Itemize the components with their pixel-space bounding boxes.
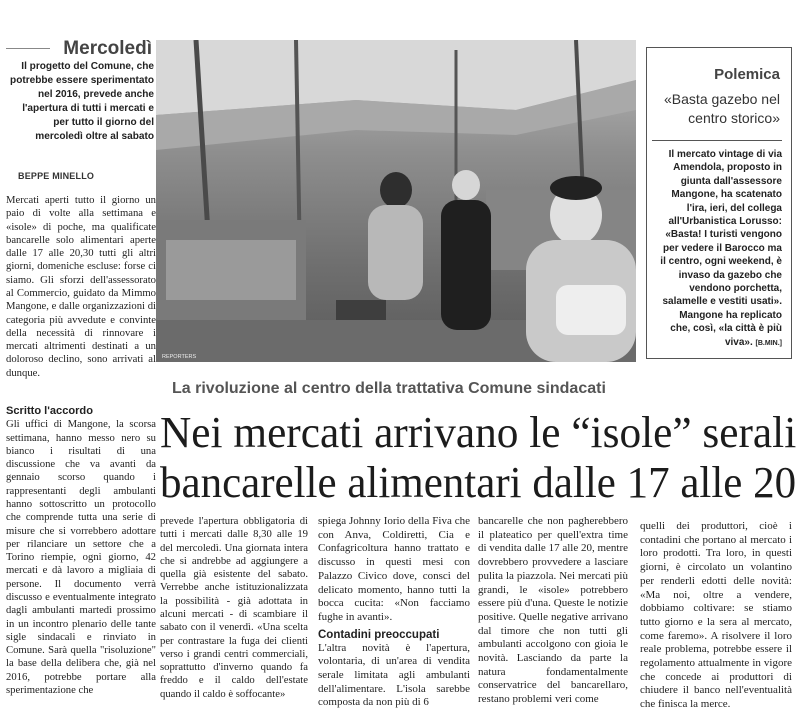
- market-photo: [156, 40, 636, 362]
- article-column-3: [318, 515, 470, 710]
- polemica-rule: [652, 140, 782, 141]
- article-intro: Mercati aperti tutto il giorno un paio di volte alla settimana e «isole» di poche, ma qualificate bancarelle solo alimentari aperte dalle 17 alle 20,30 tutti gli altri giorni, domeniche escluse: forse ci siamo. Gli sforzi dell'assessorato al Commercio, guidato da Mimmo Mangone, e dalle organizzazioni di categoria più avvedute e convinte della necessità di rinnovare i mercati altrimenti destinati a un doloroso declino, sono arrivati al dunque.: [6, 194, 156, 379]
- article-column-5: quelli dei produttori, cioè i contadini che portano al mercato i loro prodotti. Tra loro, in questi giorni, è circolato un volantino per renderli edotti delle novità: «Ma noi, oltre a vendere, dobbiamo coltivare: se stiamo tutto giorno e la sera al mercato, come faremo». A risolvere il loro reale problema, potrebbe essere il regolamento attualmente in vigore che concede ai produttori di chiudere il banco nell'eventualità che finisca la merce.: [640, 520, 792, 711]
- article-column-1: [6, 405, 156, 697]
- article-column-3-top: spiega Johnny Iorio della Fiva che con Anva, Coldiretti, Cia e Confagricoltura hanno trattato e discusso in questi mesi con Palazzo Civico dove, consci del delicato momento, hanno tutti la bocca cucita: «Non facciamo fughe in avanti».: [318, 515, 470, 623]
- kicker-rule: [6, 48, 50, 49]
- headline-subtitle: La rivoluzione al centro della trattativa Comune sindacati: [172, 380, 606, 397]
- byline: BEPPE MINELLO: [18, 171, 95, 181]
- polemica-body: [658, 148, 782, 350]
- article-column-2: prevede l'apertura obbligatoria di tutti i mercati dalle 8,30 alle 19 del mercoledì. Una giornata intera che si andrebbe ad aggiungere a quella già esistente del sabato. Verrebbe anche istituzionalizzata la possibilità - già adottata in alcuni mercati - di scambiare il sabato con il venerdì. «Una scelta per contrastare la fuga dei clienti verso i grandi centri commerciali, soprattutto d'inverno quando fa freddo e il caldo dell'estate quando il caldo è soffocante»: [160, 515, 308, 700]
- kicker-title: Mercoledì: [63, 38, 152, 59]
- section-text-accordo: Gli uffici di Mangone, la scorsa settimana, hanno messo nero su bianco i risultati di una discussione che va avanti da gennaio scorso quando i rappresentanti degli ambulanti hanno sottoscritto un protocollo che comprende tutta una serie di misure che si vorrebbero adottare per rilanciare un settore che a Torino riempie, ogni giorno, 42 mercati e dà lavoro a migliaia di persone. Il documento verrà discusso e eventualmente integrato dagli ambulanti martedì prossimo in un incontro plenario delle tante sigle sindacali e rinviato in Comune. Sarà quella "risoluzione" la base della delibera che, già nel 2016, potrebbe portare alla sperimentazione che: [6, 418, 156, 696]
- article-column-4: bancarelle che non pagherebbero il plateatico per quell'extra time di vendita dalle 17 alle 20, mentre dovrebbero provvedere a lasciare pulita la piazzola. Nei mercati più grandi, le «isole» potrebbero essere più d'una. Queste le notizie positive. Quelle negative arrivano dal timore che non tutti gli ambulanti accolgono con gioia le novità. Lasciando da parte la natura fondamentalmente conservatrice del bancarellaro, restano problemi veri come: [478, 515, 628, 706]
- headline-line-2: bancarelle alimentari dalle 17 alle 20: [160, 458, 797, 507]
- section-heading-contadini: Contadini preoccupati: [318, 628, 440, 641]
- lead-paragraph: Il progetto del Comune, che potrebbe essere sperimentato nel 2016, prevede anche l'apertura di tutti i mercati e per tutto il giorno del mercoledì oltre al sabato: [10, 61, 154, 142]
- section-heading-accordo: Scritto l'accordo: [6, 405, 93, 417]
- polemica-text: Il mercato vintage di via Amendola, proposto in giunta dall'assessore Mangone, ha scatenato l'ira, ieri, del collega all'Urbanistica Lorusso: «Basta! I turisti vengono per vedere il Barocco ma il centro, ogni weekend, è invaso da gazebo che vendono porchetta, salamelle e vestiti usati». Mangone ha replicato che, così, «la città è più viva».: [660, 149, 782, 348]
- polemica-signature: [B.MIN.]: [755, 339, 782, 347]
- article-column-3-bottom: L'altra novità è l'apertura, volontaria, di un'area di vendita serale limitata agli ambulanti dell'alimentare. L'isola sarebbe composta da non più di 6: [318, 641, 470, 709]
- market-photo-illustration: [156, 40, 636, 362]
- photo-credit: REPORTERS: [162, 354, 197, 360]
- headline-line-1: Nei mercati arrivano le “isole” serali: [160, 408, 797, 457]
- polemica-kicker: Polemica: [714, 66, 780, 83]
- polemica-title: «Basta gazebo nel centro storico»: [664, 91, 780, 126]
